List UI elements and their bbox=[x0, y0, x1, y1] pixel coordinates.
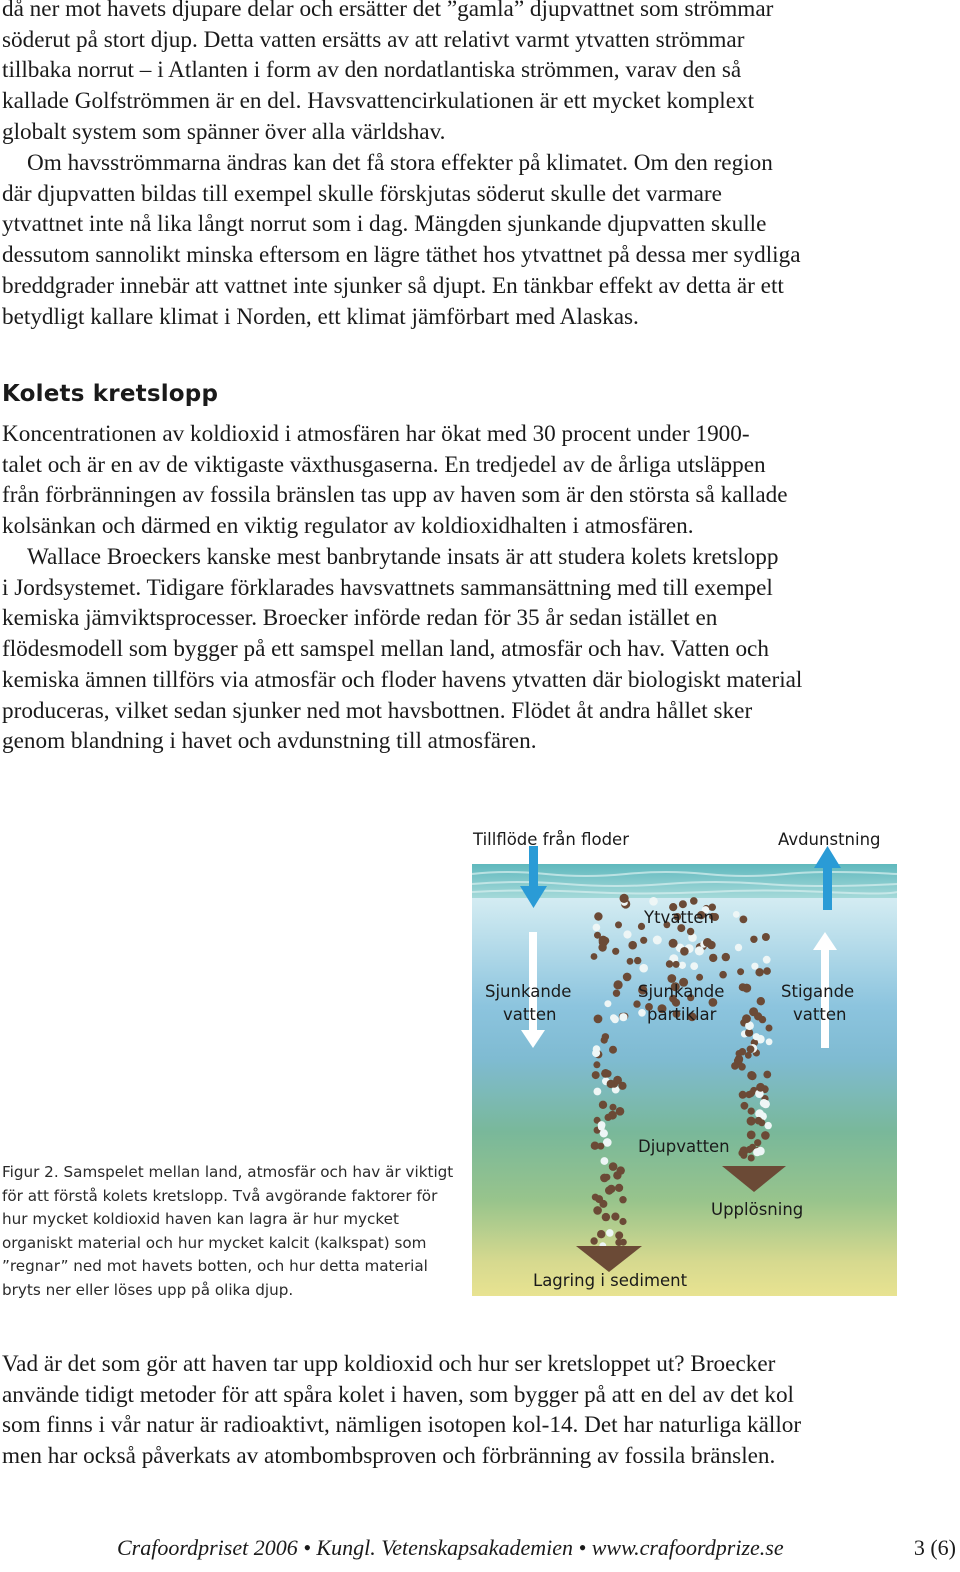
label-dissolution: Upplösning bbox=[711, 1200, 804, 1219]
text-line: då ner mot havets djupare delar och ersätter det ”gamla” djupvattnet som strömmar bbox=[2, 0, 774, 22]
caption-line: hur mycket koldioxid haven kan lagra är hur mycket bbox=[2, 1210, 399, 1229]
particle-dot bbox=[600, 1174, 609, 1183]
label-sinking-particles-2: partiklar bbox=[647, 1005, 717, 1024]
particle-dot bbox=[611, 1016, 619, 1024]
particle-dot bbox=[610, 1104, 617, 1111]
particle-dot bbox=[736, 1050, 743, 1057]
particle-dot bbox=[634, 957, 641, 964]
figure-caption bbox=[2, 1161, 454, 1303]
particle-dot bbox=[680, 947, 689, 956]
particle-dot bbox=[591, 953, 598, 960]
label-surface-water: Ytvatten bbox=[644, 908, 714, 927]
particle-dot bbox=[623, 973, 632, 982]
text-line: men har också påverkats av atombombsproven och förbränning av fossila bränslen. bbox=[2, 1443, 776, 1470]
particle-dot bbox=[613, 1076, 622, 1085]
particle-dot bbox=[614, 980, 623, 989]
particle-dot bbox=[601, 1037, 608, 1044]
particle-dot bbox=[615, 1231, 623, 1239]
particle-dot bbox=[750, 936, 757, 943]
particle-dot bbox=[741, 1102, 749, 1110]
page-number: 3 (6) bbox=[913, 1535, 956, 1560]
label-sediment-storage: Lagring i sediment bbox=[533, 1271, 688, 1290]
text-line: i Jordsystemet. Tidigare förklarades havsvattnets sammansättning med till exempel bbox=[2, 574, 773, 601]
particle-dot bbox=[592, 1049, 600, 1057]
particle-dot bbox=[613, 1171, 621, 1179]
label-sinking-water: Sjunkande bbox=[485, 982, 572, 1001]
particle-dot bbox=[761, 1131, 770, 1140]
particle-dot bbox=[703, 938, 712, 947]
particle-dot bbox=[615, 921, 622, 928]
particle-dot bbox=[673, 961, 680, 968]
particle-dot bbox=[748, 1108, 755, 1115]
particle-dot bbox=[740, 1152, 747, 1159]
particle-dot bbox=[594, 932, 601, 939]
particle-dot bbox=[735, 944, 742, 951]
particle-dot bbox=[747, 1045, 755, 1053]
particle-dot bbox=[747, 1117, 756, 1126]
particle-dot bbox=[766, 1038, 773, 1045]
particle-dot bbox=[627, 958, 634, 965]
particle-dot bbox=[592, 1071, 600, 1079]
particle-dot bbox=[594, 1015, 603, 1024]
label-river-inflow: Tillflöde från floder bbox=[473, 830, 629, 849]
text-line: breddgrader innebär att vattnet inte sjunker så djupt. En tänkbar effekt av detta är ett bbox=[2, 272, 784, 299]
particle-dot bbox=[755, 1109, 764, 1118]
caption-line: Figur 2. Samspelet mellan land, atmosfär och hav är viktigt bbox=[2, 1163, 454, 1181]
particle-dot bbox=[628, 941, 637, 950]
particle-dot bbox=[740, 916, 748, 924]
particle-dot bbox=[745, 1091, 752, 1098]
particle-dot bbox=[738, 1063, 746, 1071]
text-line: kemiska jämviktsprocesser. Broecker införde redan för 35 år sedan istället en bbox=[2, 605, 718, 632]
particle-dot bbox=[603, 1138, 612, 1147]
text-line: Om havsströmmarna ändras kan det få stora effekter på klimatet. Om den region bbox=[27, 150, 773, 176]
particle-dot bbox=[619, 1013, 627, 1021]
particle-dot bbox=[599, 1101, 607, 1109]
particle-dot bbox=[598, 1124, 605, 1131]
particle-dot bbox=[737, 968, 744, 975]
particle-dot bbox=[612, 948, 619, 955]
particle-dot bbox=[607, 1185, 615, 1193]
particle-dot bbox=[690, 897, 698, 905]
text-line: dessutom sannolikt minska eftersom en lägre täthet hos ytvattnet på dessa mer sydliga bbox=[2, 242, 801, 269]
text-line: där djupvatten bildas till exempel skulle förskjutas söderut skulle det varmare bbox=[2, 180, 722, 207]
particle-dot bbox=[609, 1046, 617, 1054]
particle-dot bbox=[620, 1239, 627, 1246]
particle-dot bbox=[762, 1100, 770, 1108]
particle-dot bbox=[756, 1083, 765, 1092]
carbon-paragraph bbox=[2, 419, 942, 542]
particle-dot bbox=[640, 937, 647, 944]
closing-paragraph bbox=[2, 1349, 942, 1472]
particle-dot bbox=[594, 1088, 602, 1096]
text-line: kallade Golfströmmen är en del. Havsvattencirkulationen är ett mycket komplext bbox=[2, 88, 755, 115]
particle-dot bbox=[690, 962, 698, 970]
label-sinking-water-2: vatten bbox=[503, 1005, 557, 1024]
particle-dot bbox=[748, 1155, 755, 1162]
caption-line: bryts ner eller löses upp på olika djup. bbox=[2, 1280, 294, 1299]
page-footer bbox=[0, 1535, 960, 1565]
intro-paragraph bbox=[2, 0, 942, 148]
text-line: kemiska ämnen tillförs via atmosfär och floder havens ytvatten där biologiskt material bbox=[2, 666, 803, 693]
label-deep-water: Djupvatten bbox=[638, 1137, 730, 1156]
particle-dot bbox=[759, 1016, 766, 1023]
particle-dot bbox=[590, 1237, 597, 1244]
particle-dot bbox=[687, 928, 694, 935]
text-line: som finns i vår natur är radioaktivt, nämligen isotopen kol-14. Det har naturliga källor bbox=[2, 1412, 802, 1439]
particle-dot bbox=[605, 1114, 612, 1121]
particle-dot bbox=[616, 1107, 625, 1116]
particle-dot bbox=[765, 1122, 772, 1129]
text-line: Wallace Broeckers kanske mest banbrytande insats är att studera kolets kretslopp bbox=[27, 544, 779, 570]
particle-dot bbox=[709, 954, 717, 962]
particle-dot bbox=[638, 1009, 646, 1017]
particle-dot bbox=[755, 1117, 763, 1125]
particle-dot bbox=[753, 1033, 760, 1040]
text-line: kolsänkan och därmed en viktig regulator av koldioxidhalten i atmosfären. bbox=[2, 513, 694, 540]
caption-line: för att förstå kolets kretslopp. Två avgörande faktorer för bbox=[2, 1186, 438, 1205]
particle-dot bbox=[604, 1000, 611, 1007]
section-heading: Kolets kretslopp bbox=[2, 381, 219, 407]
particle-dot bbox=[597, 1230, 605, 1238]
particle-dot bbox=[601, 1070, 608, 1077]
particle-dot bbox=[695, 946, 704, 955]
particle-dot bbox=[611, 1213, 619, 1221]
particle-dot bbox=[669, 939, 678, 948]
text-line: ytvattnet inte nå lika långt norrut som i dag. Mängden sjunkande djupvatten skulle bbox=[2, 211, 767, 238]
particle-dot bbox=[755, 968, 763, 976]
particle-dot bbox=[763, 1071, 771, 1079]
particle-dot bbox=[592, 1194, 599, 1201]
particle-dot bbox=[742, 1014, 751, 1023]
text-line: Vad är det som gör att haven tar upp koldioxid och hur ser kretsloppet ut? Broecker bbox=[2, 1351, 776, 1377]
caption-line: ”regnar” ned mot havets botten, och hur detta material bbox=[2, 1257, 428, 1276]
text-line: produceras, vilket sedan sjunker ned mot havsbottnen. Flödet åt andra hållet sker bbox=[2, 697, 753, 724]
particle-dot bbox=[593, 924, 601, 932]
particle-dot bbox=[742, 984, 751, 993]
particle-dot bbox=[666, 960, 673, 967]
particle-dot bbox=[639, 964, 648, 973]
particle-dot bbox=[763, 956, 771, 964]
particle-dot bbox=[719, 971, 727, 979]
particle-dot bbox=[619, 1218, 626, 1225]
particle-dot bbox=[591, 1142, 599, 1150]
particle-dot bbox=[620, 894, 629, 903]
particle-dot bbox=[757, 997, 765, 1005]
footer-source: Crafoordpriset 2006 • Kungl. Vetenskapsakademien • www.crafoordprize.se bbox=[117, 1535, 784, 1560]
text-line: talet och är en av de viktigaste växthusgaserna. En tredjedel av de årliga utsläppen bbox=[2, 451, 766, 478]
broecker-paragraph bbox=[2, 542, 942, 757]
particle-dot bbox=[609, 1162, 618, 1171]
particle-dot bbox=[633, 1000, 640, 1007]
particle-dot bbox=[679, 900, 687, 908]
particle-dot bbox=[606, 1229, 614, 1237]
particle-dot bbox=[615, 1184, 623, 1192]
text-line: söderut på stort djup. Detta vatten ersätts av att relativt varmt ytvatten strömmar bbox=[2, 26, 745, 53]
label-rising-water-2: vatten bbox=[793, 1005, 847, 1024]
text-line: globalt system som spänner över alla världshav. bbox=[2, 118, 446, 145]
particle-dot bbox=[733, 911, 740, 918]
label-evaporation: Avdunstning bbox=[778, 830, 881, 849]
particle-dot bbox=[623, 930, 631, 938]
text-line: genom blandning i havet och avdunstning till atmosfären. bbox=[2, 728, 537, 755]
label-rising-water: Stigande bbox=[781, 982, 855, 1001]
text-line: Koncentrationen av koldioxid i atmosfären har ökat med 30 procent under 1900- bbox=[2, 421, 750, 447]
particle-dot bbox=[696, 974, 703, 981]
particle-dot bbox=[762, 933, 770, 941]
particle-dot bbox=[747, 1131, 756, 1140]
particle-dot bbox=[722, 953, 730, 961]
particle-dot bbox=[601, 1157, 609, 1165]
particle-dot bbox=[747, 1071, 756, 1080]
particle-dot bbox=[766, 1025, 773, 1032]
text-line: flödesmodell som bygger på ett samspel mellan land, atmosfär och hav. Vatten och bbox=[2, 636, 769, 663]
particle-dot bbox=[679, 962, 686, 969]
text-line: tillbaka norrut – i Atlanten i form av den nordatlantiska strömmen, varav den så bbox=[2, 57, 742, 84]
text-line: betydligt kallare klimat i Norden, ett klimat jämförbart med Alaskas. bbox=[2, 303, 639, 330]
particle-dot bbox=[619, 1196, 626, 1203]
text-line: använde tidigt metoder för att spåra kolet i haven, som bygger på att en del av det kol bbox=[2, 1381, 794, 1408]
particle-dot bbox=[593, 1061, 600, 1068]
carbon-cycle-diagram bbox=[466, 826, 906, 1301]
particle-dot bbox=[613, 990, 620, 997]
particle-dot bbox=[731, 1062, 739, 1070]
text-line: från förbränningen av fossila bränslen tas upp av haven som är den största så kallade bbox=[2, 482, 788, 509]
caption-line: organiskt material och hur mycket kalcit (kalkspat) som bbox=[2, 1233, 427, 1252]
particle-dot bbox=[653, 936, 662, 945]
climate-paragraph bbox=[2, 148, 942, 332]
particle-dot bbox=[763, 967, 771, 975]
particle-dot bbox=[594, 912, 602, 920]
particle-dot bbox=[649, 897, 658, 906]
particle-dot bbox=[593, 1206, 602, 1215]
particle-dot bbox=[602, 1213, 610, 1221]
label-sinking-particles: Sjunkande bbox=[638, 982, 725, 1001]
particle-dot bbox=[753, 1148, 761, 1156]
